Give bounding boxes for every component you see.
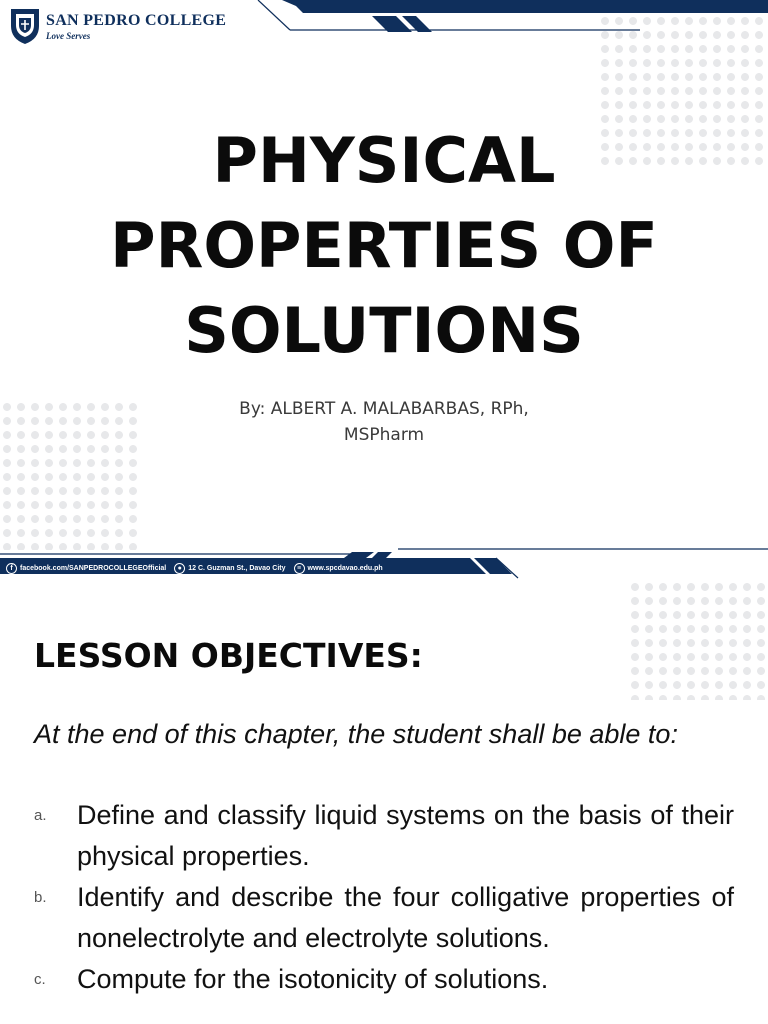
dot-pattern-top-right	[628, 580, 768, 700]
author-line: MSPharm	[343, 425, 425, 445]
title-line: PROPERTIES OF	[110, 209, 658, 282]
facebook-icon: f	[6, 563, 17, 574]
college-logo	[8, 6, 226, 46]
author-credit	[0, 396, 768, 448]
objectives-heading: LESSON OBJECTIVES:	[34, 636, 423, 675]
objective-text: Define and classify liquid systems on the basis of their physical properties.	[77, 800, 734, 871]
shield-icon	[8, 6, 42, 46]
objectives-intro: At the end of this chapter, the student shall be able to:	[34, 719, 678, 749]
slide-title	[0, 118, 768, 373]
objective-letter: a.	[34, 807, 47, 824]
objective-item	[34, 877, 734, 959]
footer-contact	[0, 558, 520, 578]
title-line: PHYSICAL	[212, 124, 556, 197]
objective-text: Compute for the isotonicity of solutions.	[77, 964, 549, 994]
globe-icon: ≡	[294, 563, 305, 574]
objective-letter: c.	[34, 971, 46, 988]
objectives-slide	[0, 580, 768, 1024]
author-line: By: ALBERT A. MALABARBAS, RPh,	[239, 399, 529, 419]
college-name: SAN PEDRO COLLEGE	[46, 11, 227, 29]
footer-address-text: 12 C. Guzman St., Davao City	[188, 564, 286, 572]
footer-website-text: www.spcdavao.edu.ph	[307, 564, 383, 572]
location-pin-icon: ●	[174, 563, 185, 574]
footer-address	[174, 563, 285, 574]
objective-letter: b.	[34, 889, 47, 906]
footer-facebook-text: facebook.com/SANPEDROCOLLEGEOfficial	[20, 564, 167, 572]
objective-text: Identify and describe the four colligative properties of nonelectrolyte and electrolyte solutions.	[77, 882, 734, 953]
footer-facebook[interactable]	[6, 563, 166, 574]
footer-website[interactable]	[294, 563, 383, 574]
title-line: SOLUTIONS	[184, 294, 584, 367]
objective-item	[34, 959, 734, 1000]
objective-item	[34, 795, 734, 877]
college-tagline: Love Serves	[46, 30, 91, 41]
objectives-list	[34, 795, 734, 1000]
